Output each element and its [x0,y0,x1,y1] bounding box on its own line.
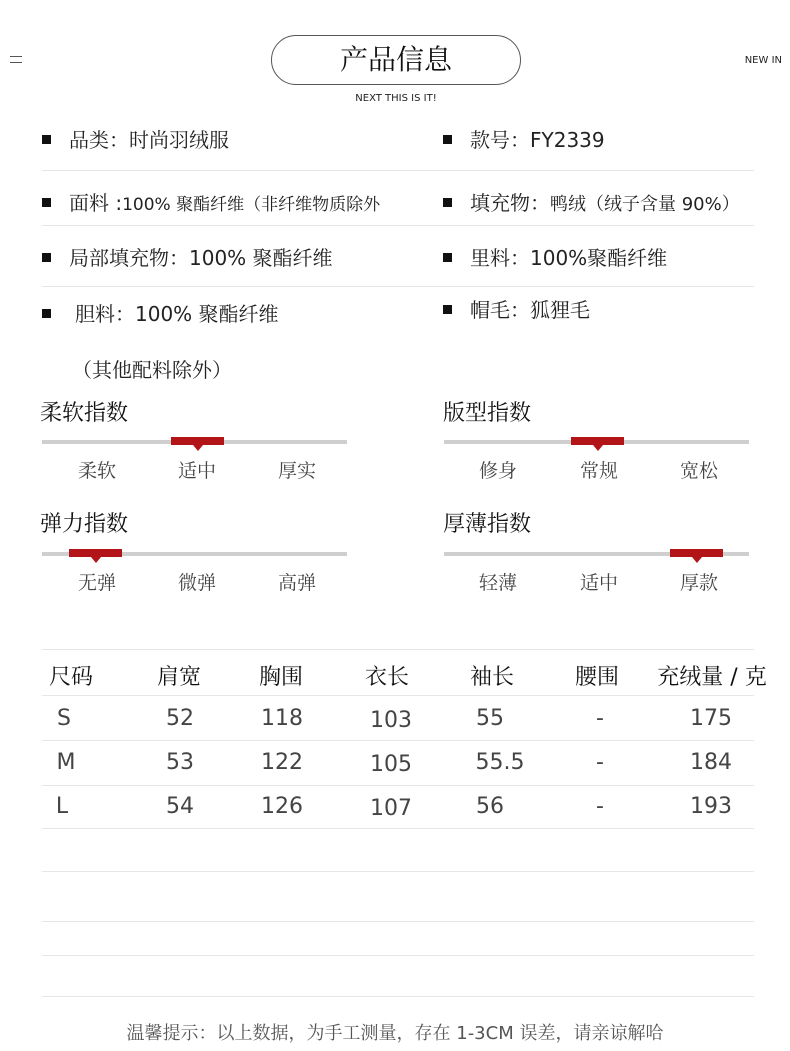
thickness-option: 厚款 [679,572,718,594]
divider [42,740,754,741]
bullet-icon [443,253,452,262]
softness-option: 柔软 [77,460,116,482]
bullet-icon [42,198,51,207]
elasticity-index-title: 弹力指数 [40,512,129,537]
divider [42,170,754,171]
table-header-chest: 胸围 [258,665,303,690]
table-cell: L [55,794,69,819]
bullet-icon [42,309,51,318]
divider [42,225,754,226]
table-cell: 53 [166,750,194,775]
fit-option: 宽松 [679,460,718,482]
divider [42,828,754,829]
section-title: 产品信息 [271,35,521,85]
spec-lining: 里料：100%聚酯纤维 [443,242,667,271]
table-cell: 184 [690,750,732,775]
thickness-index-marker [670,549,723,557]
table-cell: 107 [370,796,412,821]
bullet-icon [443,135,452,144]
menu-icon[interactable] [10,56,22,64]
table-top-border [42,649,754,650]
softness-option: 厚实 [277,460,316,482]
table-header-sleeve: 袖长 [469,665,514,690]
softness-index-marker [171,437,224,445]
bullet-icon [42,135,51,144]
table-cell: 52 [166,706,194,731]
table-cell: M [56,750,76,775]
new-in-label: NEW IN [744,55,782,66]
spec-hood-fur: 帽毛：狐狸毛 [443,294,590,323]
table-cell: 118 [261,706,303,731]
table-cell: 54 [166,794,194,819]
elasticity-index-track [42,552,347,556]
spec-note: （其他配料除外） [72,358,232,382]
divider [42,695,754,696]
table-cell: 122 [261,750,303,775]
divider [42,871,754,872]
elasticity-option: 无弹 [77,572,116,594]
table-cell: - [596,706,604,731]
table-cell: 55 [476,706,504,731]
divider [42,785,754,786]
table-cell: 103 [370,708,412,733]
elasticity-option: 高弹 [277,572,316,594]
fit-index-track [444,440,749,444]
bullet-icon [443,198,452,207]
divider [42,955,754,956]
divider [42,921,754,922]
measurement-disclaimer: 温馨提示：以上数据，为手工测量，存在 1-3CM 误差，请亲谅解哈 [126,1023,664,1044]
table-cell: S [57,706,71,731]
table-cell: 126 [261,794,303,819]
thickness-index-track [444,552,749,556]
table-header-shoulder: 肩宽 [156,665,201,690]
spec-fabric: 面料 :100% 聚酯纤维（非纤维物质除外 [42,187,380,216]
table-cell: - [596,750,604,775]
table-cell: 55.5 [475,750,525,775]
spec-category: 品类：时尚羽绒服 [42,124,229,153]
spec-filling: 填充物：鸭绒（绒子含量 90%） [443,187,740,216]
softness-option: 适中 [177,460,216,482]
fit-option: 修身 [478,460,517,482]
table-cell: - [596,794,604,819]
elasticity-option: 微弹 [177,572,216,594]
divider [42,996,754,997]
table-header-size: 尺码 [48,665,93,690]
fit-option: 常规 [579,460,618,482]
table-header-length: 衣长 [364,665,409,690]
spec-partial-filling: 局部填充物：100% 聚酯纤维 [42,242,333,271]
thickness-option: 轻薄 [478,572,517,594]
elasticity-index-marker [69,549,122,557]
thickness-option: 适中 [579,572,618,594]
table-header-down-fill: 充绒量 / 克 [657,665,767,690]
thickness-index-title: 厚薄指数 [443,512,532,537]
table-header-waist: 腰围 [574,665,619,690]
spec-style-number: 款号：FY2339 [443,124,605,153]
table-cell: 193 [690,794,732,819]
section-subtitle: NEXT THIS IS IT! [355,93,437,104]
fit-index-marker [571,437,624,445]
table-cell: 105 [370,752,412,777]
table-cell: 175 [690,706,732,731]
softness-index-track [42,440,347,444]
bullet-icon [42,253,51,262]
spec-inner-liner: 胆料：100% 聚酯纤维 [42,298,279,327]
divider [42,286,754,287]
table-cell: 56 [476,794,504,819]
fit-index-title: 版型指数 [443,401,532,426]
softness-index-title: 柔软指数 [40,401,129,426]
bullet-icon [443,305,452,314]
